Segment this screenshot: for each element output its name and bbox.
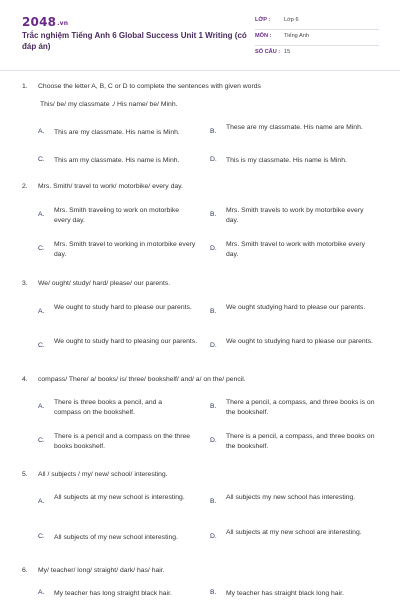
logo-suffix: .vn: [57, 20, 69, 27]
question-number: 3.: [22, 280, 28, 287]
option-letter: B.: [210, 589, 217, 596]
question-text: Choose the letter A, B, C or D to complete the sentences with given words: [38, 83, 261, 90]
option-text: My teacher has straight black long hair.: [226, 590, 344, 597]
option-text: My teacher has long straight black hair.: [54, 590, 172, 597]
option-text: Mrs. Smith travel to work with motorbike every day.: [226, 241, 365, 258]
option-text: We ought to study hard to pleasing our parents.: [54, 338, 198, 345]
option-text: This is my classmate. His name is Minh.: [226, 157, 347, 164]
option-text: All subjects my new school has interesting.: [226, 494, 356, 501]
option-letter: D.: [210, 245, 217, 252]
meta-label: LỚP :: [255, 17, 271, 23]
option-letter: C.: [38, 533, 45, 540]
option-text: These are my classmate. His name are Minh.: [226, 124, 363, 131]
option-text: There is three books a pencil, and a compass on the bookshelf.: [54, 399, 163, 416]
question-text: My/ teacher/ long/ straight/ dark/ has/ hair.: [38, 567, 165, 574]
meta-value: 15: [284, 49, 291, 55]
meta-value: Lớp 6: [284, 17, 299, 23]
meta-label: SỐ CÂU :: [255, 49, 281, 55]
option-letter: C.: [38, 245, 45, 252]
option-text: Mrs. Smith traveling to work on motorbike every day.: [54, 207, 180, 224]
document-title: Trắc nghiệm Tiếng Anh 6 Global Success Unit 1 Writing (có đáp án): [22, 31, 247, 51]
option-text: We ought studying hard to please our parents.: [226, 304, 366, 311]
question-number: 4.: [22, 376, 28, 383]
option-text: Mrs. Smith travel to working in motorbike every day.: [54, 241, 196, 258]
question-text: compass/ There/ a/ books/ is/ three/ bookshelf/ and/ a/ on the/ pencil.: [38, 376, 246, 383]
logo-text: 2048: [22, 15, 57, 29]
question-number: 6.: [22, 567, 28, 574]
site-logo[interactable]: [22, 15, 68, 29]
option-letter: C.: [38, 437, 45, 444]
question-number: 5.: [22, 471, 28, 478]
question-text: Mrs. Smith/ travel to work/ motorbike/ every day.: [38, 183, 183, 190]
option-letter: A.: [38, 589, 45, 596]
option-text: There a pencil, a compass, and three books is on the bookshelf.: [226, 399, 375, 416]
option-text: This am my classmate. His name is Minh.: [54, 157, 180, 164]
option-text: There is a pencil, a compass, and three books on the bookshelf.: [226, 433, 375, 450]
meta-value: Tiếng Anh: [284, 33, 309, 39]
option-text: We ought to study hard to please our parents.: [54, 304, 192, 311]
option-text: All subjects of my new school interesting.: [54, 534, 178, 541]
option-text: All subjects at my new school are interesting.: [226, 529, 362, 536]
question-number: 2.: [22, 183, 28, 190]
document-header: [0, 0, 400, 70]
option-letter: A.: [38, 403, 45, 410]
meta-label: MÔN :: [255, 33, 272, 39]
meta-row-subject: [255, 30, 379, 46]
option-letter: D.: [210, 342, 217, 349]
option-text: All subjects at my new school is interesting.: [54, 494, 185, 501]
meta-row-question-count: [255, 46, 379, 62]
option-letter: A.: [38, 128, 45, 135]
question-number: 1.: [22, 83, 28, 90]
option-text: There is a pencil and a compass on the three books bookshelf.: [54, 433, 191, 450]
question-text: We/ ought/ study/ hard/ please/ our parents.: [38, 280, 171, 287]
option-letter: C.: [38, 342, 45, 349]
question-1-prompt: This/ be/ my classmate ./ His name/ be/ Minh.: [40, 101, 178, 108]
option-letter: A.: [38, 308, 45, 315]
option-letter: B.: [210, 498, 217, 505]
option-text: Mrs. Smith travels to work by motorbike every day.: [226, 207, 364, 224]
option-letter: B.: [210, 211, 217, 218]
meta-row-grade: [255, 14, 379, 30]
option-letter: C.: [38, 156, 45, 163]
option-text: We ought to studying hard to please our parents.: [226, 338, 373, 345]
option-letter: A.: [38, 498, 45, 505]
header-divider: [0, 70, 400, 71]
option-text: This are my classmate. His name is Minh.: [54, 129, 180, 136]
question-text: All / subjects / my/ new/ school/ interesting.: [38, 471, 168, 478]
option-letter: D.: [210, 533, 217, 540]
option-letter: A.: [38, 211, 45, 218]
option-letter: B.: [210, 308, 217, 315]
option-letter: B.: [210, 128, 217, 135]
option-letter: D.: [210, 437, 217, 444]
option-letter: B.: [210, 403, 217, 410]
option-letter: D.: [210, 156, 217, 163]
